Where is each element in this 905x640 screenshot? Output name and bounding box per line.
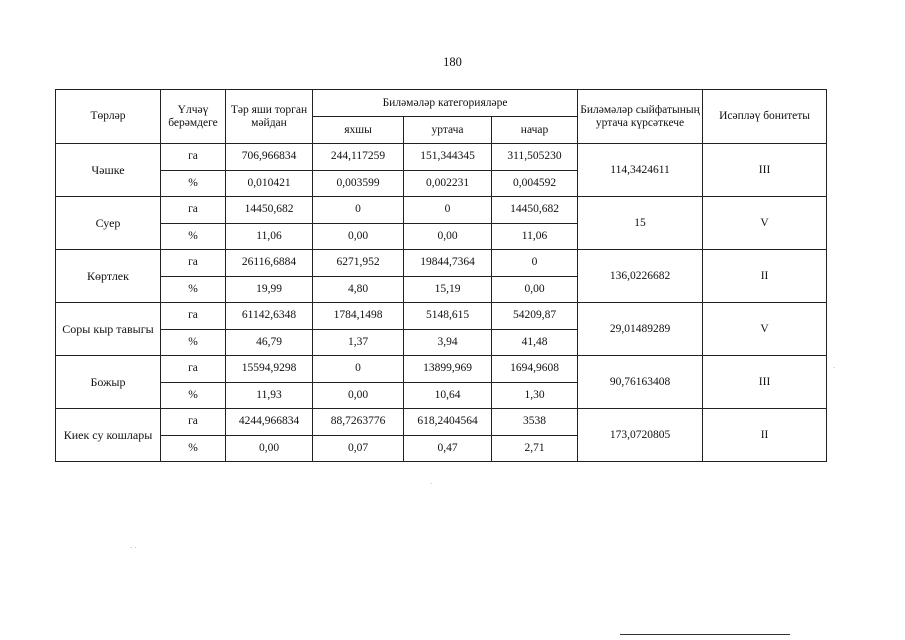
area-cell: 19,99 — [226, 276, 313, 303]
poor-cell: 54209,87 — [492, 303, 578, 330]
species-name: Көртлек — [56, 250, 161, 303]
good-cell: 244,117259 — [313, 144, 404, 171]
header-row-top — [56, 90, 827, 117]
poor-cell: 311,505230 — [492, 144, 578, 171]
unit-cell: % — [161, 223, 226, 250]
quality-cell: 136,0226682 — [578, 250, 703, 303]
unit-cell: % — [161, 329, 226, 356]
bonitet-cell: II — [703, 409, 827, 462]
poor-cell: 41,48 — [492, 329, 578, 356]
bonitet-cell: V — [703, 197, 827, 250]
unit-cell: га — [161, 250, 226, 277]
table-row — [56, 197, 827, 224]
table-row — [56, 144, 827, 171]
unit-cell: % — [161, 435, 226, 462]
area-cell: 0,010421 — [226, 170, 313, 197]
unit-cell: % — [161, 276, 226, 303]
area-cell: 14450,682 — [226, 197, 313, 224]
medium-cell: 19844,7364 — [404, 250, 492, 277]
poor-cell: 0,00 — [492, 276, 578, 303]
bottom-rule — [620, 634, 790, 635]
good-cell: 1,37 — [313, 329, 404, 356]
area-cell: 15594,9298 — [226, 356, 313, 383]
header-categories: Биләмәләр категорияләре — [313, 90, 578, 117]
medium-cell: 0,47 — [404, 435, 492, 462]
unit-cell: га — [161, 144, 226, 171]
poor-cell: 3538 — [492, 409, 578, 436]
medium-cell: 0 — [404, 197, 492, 224]
good-cell: 0,003599 — [313, 170, 404, 197]
bonitet-cell: V — [703, 303, 827, 356]
scan-speck: · · — [130, 544, 137, 552]
header-quality: Биләмәләр сыйфатының уртача күрсәткече — [578, 90, 703, 144]
table-row — [56, 250, 827, 277]
good-cell: 0,00 — [313, 382, 404, 409]
medium-cell: 0,002231 — [404, 170, 492, 197]
header-unit: Үлчәү берәмдеге — [161, 90, 226, 144]
medium-cell: 3,94 — [404, 329, 492, 356]
poor-cell: 2,71 — [492, 435, 578, 462]
page-number: 180 — [443, 55, 462, 69]
medium-cell: 10,64 — [404, 382, 492, 409]
header-bonitet: Исәпләү бонитеты — [703, 90, 827, 144]
area-cell: 0,00 — [226, 435, 313, 462]
quality-cell: 29,01489289 — [578, 303, 703, 356]
header-poor: начар — [492, 117, 578, 144]
header-types: Төрләр — [56, 90, 161, 144]
good-cell: 0,07 — [313, 435, 404, 462]
species-name: Суер — [56, 197, 161, 250]
medium-cell: 0,00 — [404, 223, 492, 250]
table-row — [56, 303, 827, 330]
area-cell: 706,966834 — [226, 144, 313, 171]
quality-cell: 90,76163408 — [578, 356, 703, 409]
table-row — [56, 409, 827, 436]
area-cell: 46,79 — [226, 329, 313, 356]
land-categories-table — [55, 89, 827, 462]
medium-cell: 618,2404564 — [404, 409, 492, 436]
unit-cell: га — [161, 197, 226, 224]
species-name: Божыр — [56, 356, 161, 409]
unit-cell: % — [161, 382, 226, 409]
area-cell: 26116,6884 — [226, 250, 313, 277]
poor-cell: 11,06 — [492, 223, 578, 250]
poor-cell: 0 — [492, 250, 578, 277]
good-cell: 88,7263776 — [313, 409, 404, 436]
poor-cell: 1694,9608 — [492, 356, 578, 383]
good-cell: 4,80 — [313, 276, 404, 303]
area-cell: 61142,6348 — [226, 303, 313, 330]
area-cell: 4244,966834 — [226, 409, 313, 436]
poor-cell: 1,30 — [492, 382, 578, 409]
unit-cell: га — [161, 303, 226, 330]
medium-cell: 13899,969 — [404, 356, 492, 383]
good-cell: 0 — [313, 197, 404, 224]
area-cell: 11,06 — [226, 223, 313, 250]
medium-cell: 15,19 — [404, 276, 492, 303]
poor-cell: 0,004592 — [492, 170, 578, 197]
table-body — [56, 90, 827, 462]
scan-speck: · — [430, 480, 433, 488]
good-cell: 1784,1498 — [313, 303, 404, 330]
header-area: Тәр яши торган мәйдан — [226, 90, 313, 144]
scan-speck: · — [833, 364, 836, 372]
header-medium: уртача — [404, 117, 492, 144]
quality-cell: 114,3424611 — [578, 144, 703, 197]
medium-cell: 5148,615 — [404, 303, 492, 330]
good-cell: 0 — [313, 356, 404, 383]
unit-cell: га — [161, 409, 226, 436]
header-good: яхшы — [313, 117, 404, 144]
bonitet-cell: II — [703, 250, 827, 303]
medium-cell: 151,344345 — [404, 144, 492, 171]
good-cell: 6271,952 — [313, 250, 404, 277]
species-name: Соры кыр тавыгы — [56, 303, 161, 356]
quality-cell: 173,0720805 — [578, 409, 703, 462]
species-name: Чәшке — [56, 144, 161, 197]
unit-cell: % — [161, 170, 226, 197]
bonitet-cell: III — [703, 144, 827, 197]
quality-cell: 15 — [578, 197, 703, 250]
species-name: Киек су кошлары — [56, 409, 161, 462]
area-cell: 11,93 — [226, 382, 313, 409]
unit-cell: га — [161, 356, 226, 383]
bonitet-cell: III — [703, 356, 827, 409]
table-row — [56, 356, 827, 383]
poor-cell: 14450,682 — [492, 197, 578, 224]
good-cell: 0,00 — [313, 223, 404, 250]
